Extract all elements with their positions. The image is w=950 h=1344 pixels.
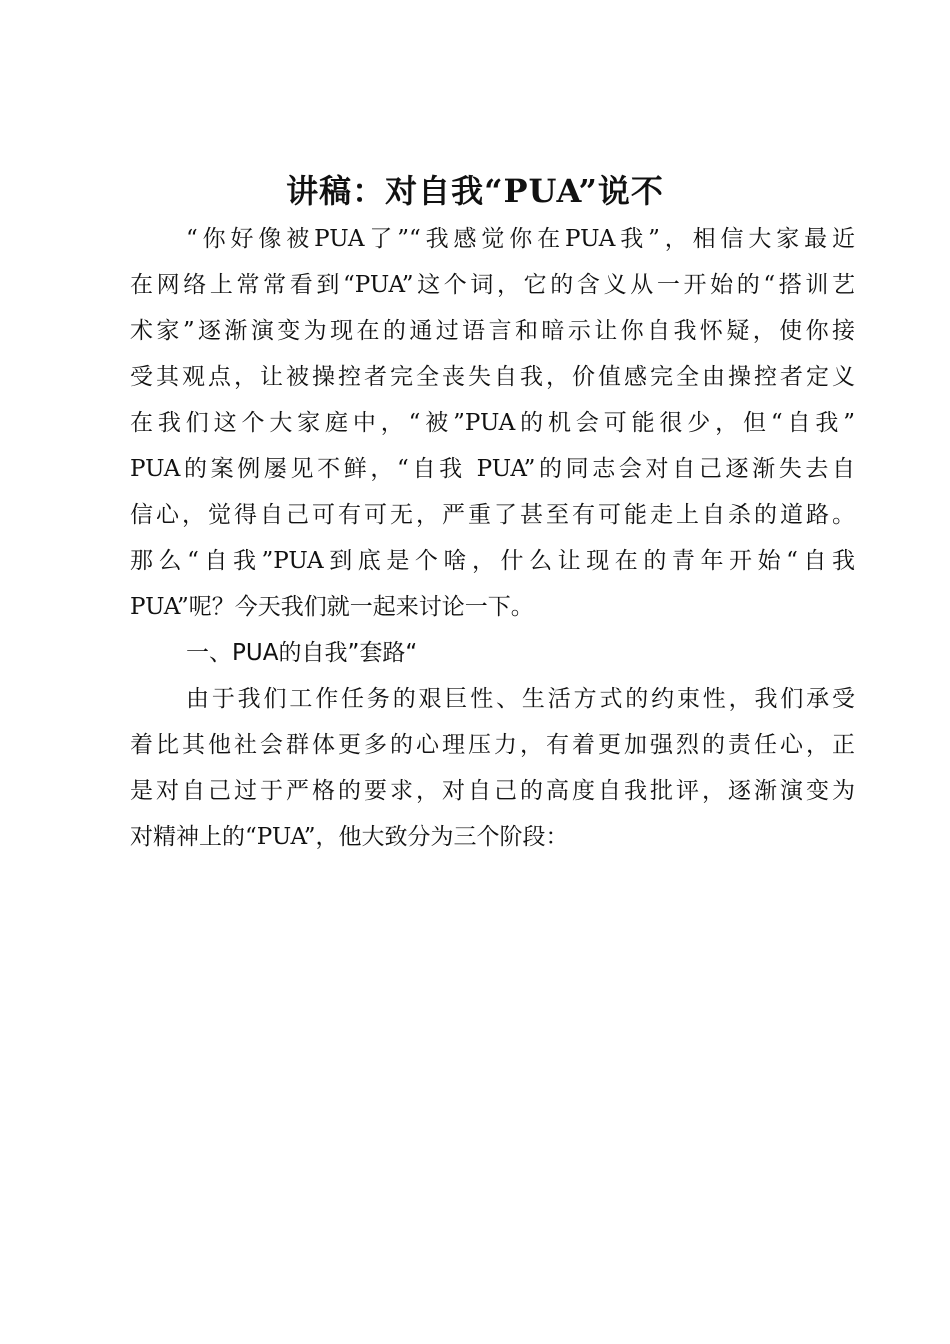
paragraph-line: 对精神上的“PUA”，他大致分为三个阶段： bbox=[130, 824, 569, 850]
paragraph-line: 由于我们工作任务的艰巨性、生活方式的约束性，我们承受 bbox=[186, 686, 855, 712]
section-heading: 一、PUA的自我”套路“ bbox=[186, 640, 418, 666]
paragraph-line: 着比其他社会群体更多的心理压力，有着更加强烈的责任心，正 bbox=[130, 732, 855, 758]
paragraph-line: 那么“自我”PUA到底是个啥，什么让现在的青年开始“自我 bbox=[130, 548, 855, 574]
document-title: 讲稿：对自我“PUA”说不 bbox=[286, 172, 664, 210]
paragraph-line: 术家”逐渐演变为现在的通过语言和暗示让你自我怀疑，使你接 bbox=[130, 318, 855, 344]
paragraph-line: 受其观点，让被操控者完全丧失自我，价值感完全由操控者定义 bbox=[130, 364, 855, 390]
paragraph-line: 信心，觉得自己可有可无，严重了甚至有可能走上自杀的道路。 bbox=[130, 502, 855, 528]
paragraph-line: “你好像被PUA了”“我感觉你在PUA我”，相信大家最近 bbox=[186, 226, 855, 252]
paragraph-line: 在网络上常常看到“PUA”这个词，它的含义从一开始的“搭训艺 bbox=[130, 272, 855, 298]
paragraph-line: 是对自己过于严格的要求，对自己的高度自我批评，逐渐演变为 bbox=[130, 778, 855, 804]
paragraph-line: PUA的案例屡见不鲜，“自我 PUA”的同志会对自己逐渐失去自 bbox=[130, 456, 855, 482]
paragraph-line: PUA”呢？今天我们就一起来讨论一下。 bbox=[130, 594, 534, 620]
paragraph-line: 在我们这个大家庭中，“被”PUA的机会可能很少，但“自我” bbox=[130, 410, 855, 436]
